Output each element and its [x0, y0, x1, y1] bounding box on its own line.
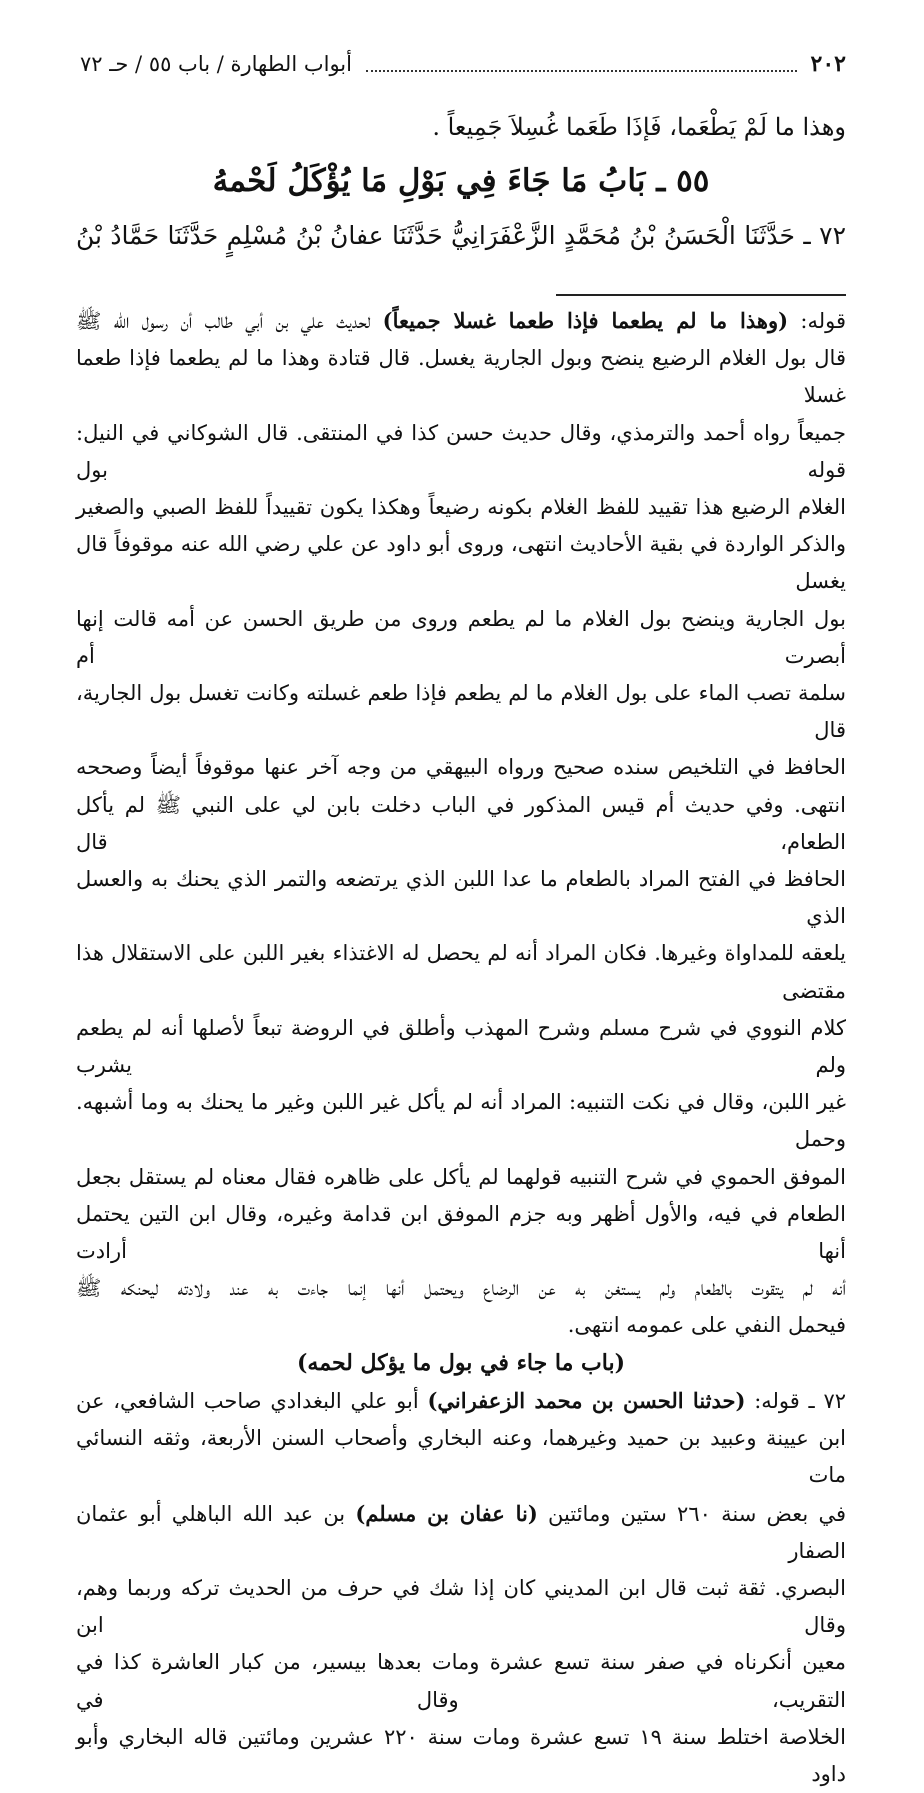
header-dot-leader [366, 56, 797, 72]
commentary-line: ٧٢ ـ قوله: (حدثنا الحسن بن محمد الزعفراني) أبو علي البغدادي صاحب الشافعي، عن [76, 1387, 846, 1413]
commentary-prefix: قوله: [788, 309, 846, 333]
commentary-line: قال بول الغلام الرضيع ينضح وبول الجارية يغسل. قال قتادة وهذا ما لم يطعما فإذا طعما غسلا [76, 346, 846, 408]
chapter-heading: ٥٥ ـ بَابُ مَا جَاءَ فِي بَوْلِ مَا يُؤْكَلُ لَحْمهُ [212, 163, 710, 199]
commentary-prefix: ٧٢ ـ قوله: [745, 1388, 846, 1413]
commentary-line: والذكر الواردة في بقية الأحاديث انتهى، وروى أبو داود عن علي رضي الله عنه موقوفاً قال يغسل [76, 532, 846, 594]
commentary-line: في بعض سنة ٢٦٠ ستين ومائتين (نا عفان بن مسلم) بن عبد الله الباهلي أبو عثمان الصفار [76, 1500, 847, 1563]
commentary-line: الغلام الرضيع هذا تقييد للفظ الغلام بكونه رضيعاً وهكذا يكون تقييداً للفظ الصبي والصغير [76, 495, 846, 520]
commentary-block [76, 302, 846, 1793]
commentary-line: أنه لم يتقوت بالطعام ولم يستغن به عن الرضاع ويحتمل أنها إنما جاءت به عند ولادته ليحنكه ﷺ [76, 1276, 846, 1301]
page-number: ٢٠٢ [810, 51, 846, 77]
hadith-chain-line: ٧٢ ـ حَدَّثَنَا الْحَسَنُ بْنُ مُحَمَّدٍ الزَّعْفَرَانِيُّ حَدَّثَنَا عفانُ بْنُ مُسْلِمٍ حَدَّثَنَا حَمَّادُ بْنُ [76, 221, 846, 250]
running-title: أبواب الطهارة / باب ٥٥ / حـ ٧٢ [80, 52, 352, 76]
footnote-separator [556, 294, 846, 296]
commentary-line: يلعقه للمداواة وغيرها. فكان المراد أنه لم يحصل له الاغتذاء بغير اللبن على الاستقلال هذا مقتضى [76, 941, 846, 1003]
quoted-text: (وهذا ما لم يطعما فإذا طعما غسلا جميعاً) [382, 308, 789, 333]
commentary-line: بول الجارية وينضح بول الغلام ما لم يطعم وروى من طريق الحسن عن أمه قالت إنها أبصرت أم [76, 606, 846, 668]
commentary-line: كلام النووي في شرح مسلم وشرح المهذب وأطلق في الروضة تبعاً لأصلها أنه لم يطعم ولم يشرب [76, 1015, 846, 1078]
commentary-line: ابن عيينة وعبيد بن حميد وغيرهما، وعنه البخاري وأصحاب السنن الأربعة، وثقه النسائي مات [76, 1426, 846, 1488]
commentary-line: غير اللبن، وقال في نكت التنبيه: المراد أنه لم يأكل غير اللبن وغير ما يحنك به وما أشبهه. وحمل [76, 1090, 846, 1152]
commentary-line: الحافظ في الفتح المراد بالطعام ما عدا اللبن الذي يرتضعه والتمر الذي يحنك به والعسل الذي [76, 867, 846, 929]
commentary-line: الطعام في فيه، والأول أظهر وبه جزم الموفق ابن قدامة وغيره، وقال ابن التين يحتمل أنها أرادت [76, 1201, 846, 1264]
commentary-subheading: (باب ما جاء في بول ما يؤكل لحمه) [297, 1349, 625, 1376]
main-text [76, 102, 846, 262]
commentary-line: معين أنكرناه في صفر سنة تسع عشرة ومات بعدها بيسير، من كبار العاشرة كذا في التقريب، وقال في [76, 1650, 846, 1712]
quoted-text: (نا عفان بن مسلم) [355, 1500, 538, 1526]
quoted-text: (حدثنا الحسن بن محمد الزعفراني) [427, 1387, 746, 1413]
commentary-line: الخلاصة اختلط سنة ١٩ تسع عشرة ومات سنة ٢٢٠ عشرين ومائتين قاله البخاري وأبو داود [76, 1724, 847, 1786]
commentary-line: البصري. ثقة ثبت قال ابن المديني كان إذا شك في حرف من الحديث تركه وربما وهم، وقال ابن [76, 1575, 846, 1638]
commentary-line: الحافظ في التلخيص سنده صحيح ورواه البيهقي من وجه آخر عنها موقوفاً أيضاً وصححه [76, 755, 846, 780]
commentary-line: الموفق الحموي في شرح التنبيه قولهما لم يأكل على ظاهره فقال معناه لم يستقل بجعل [76, 1164, 846, 1189]
commentary-line: سلمة تصب الماء على بول الغلام ما لم يطعم فإذا طعم غسلته وكانت تغسل بول الجارية، قال [76, 681, 846, 743]
commentary-line: جميعاً رواه أحمد والترمذي، وقال حديث حسن كذا في المنتقى. قال الشوكاني في النيل: قوله بول [76, 420, 846, 482]
commentary-line: فيحمل النفي على عمومه انتهى. [567, 1313, 846, 1338]
commentary-line: قوله: (وهذا ما لم يطعما فإذا طعما غسلا جميعاً) لحديث علي بن أبي طالب أن رسول الله ﷺ [76, 308, 846, 333]
page-header [80, 44, 846, 84]
main-text-line: وهذا ما لَمْ يَطْعَما، فَإذَا طَعَما غُسِلاَ جَمِيعاً . [432, 113, 846, 141]
commentary-line: انتهى. وفي حديث أم قيس المذكور في الباب دخلت بابن لي على النبي ﷺ لم يأكل الطعام، قال [76, 792, 846, 854]
